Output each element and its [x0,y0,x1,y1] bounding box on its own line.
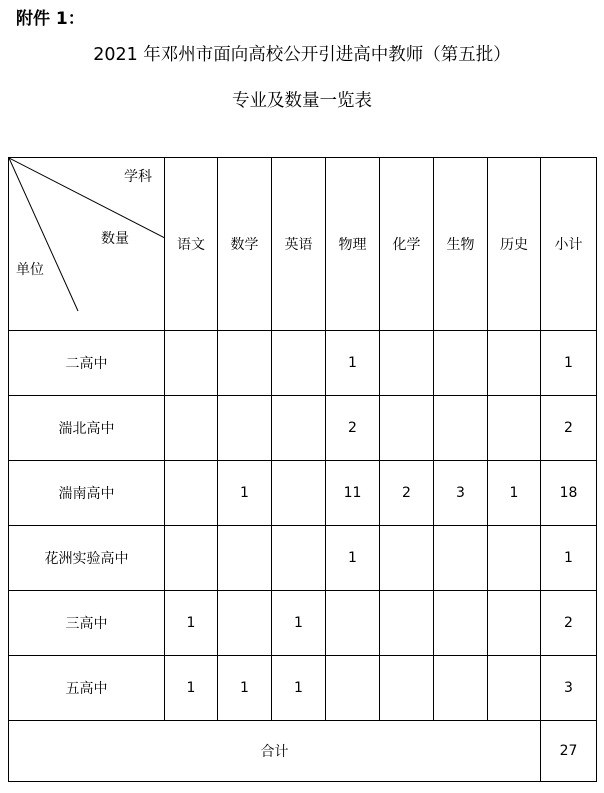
column-header-math: 数学 [218,158,272,331]
table-cell [380,656,434,721]
table-cell: 1 [488,461,541,526]
row-subtotal-cell: 18 [541,461,597,526]
table-cell [488,591,541,656]
row-unit-name: 三高中 [9,591,165,656]
total-row [9,721,597,782]
table-cell: 1 [165,656,218,721]
document-title: 2021 年邓州市面向高校公开引进高中教师（第五批） [93,45,511,65]
unit-axis-label: 单位 [16,262,44,278]
row-subtotal-cell: 1 [541,526,597,591]
table-cell [165,526,218,591]
table-row [9,591,597,656]
table-cell [380,526,434,591]
table-cell [326,591,380,656]
table-cell: 3 [434,461,488,526]
table-cell [434,656,488,721]
table-cell [434,331,488,396]
header-row [9,158,597,331]
attachment-label: 附件 1： [16,9,85,29]
column-header-physics: 物理 [326,158,380,331]
table-cell [218,526,272,591]
row-unit-name: 湍南高中 [9,461,165,526]
column-header-subtotal: 小计 [541,158,597,331]
table-row [9,461,597,526]
table-cell [272,526,326,591]
table-row [9,526,597,591]
table-cell [165,331,218,396]
table-cell: 2 [380,461,434,526]
row-subtotal-cell: 2 [541,396,597,461]
table-row [9,331,597,396]
document-subtitle: 专业及数量一览表 [232,91,372,111]
table-cell [434,396,488,461]
column-header-chinese: 语文 [165,158,218,331]
table-cell: 2 [326,396,380,461]
table-cell: 1 [326,526,380,591]
table-cell [272,396,326,461]
table-cell [488,526,541,591]
diagonal-header-cell [9,158,165,331]
table-cell: 1 [272,591,326,656]
table-cell: 1 [326,331,380,396]
positions-table [8,157,597,782]
table-cell [218,396,272,461]
table-cell [165,461,218,526]
table-cell [218,331,272,396]
table-cell: 1 [272,656,326,721]
row-subtotal-cell: 1 [541,331,597,396]
table-cell [380,591,434,656]
column-header-history: 历史 [488,158,541,331]
table-cell [488,331,541,396]
table-cell [434,526,488,591]
count-axis-label: 数量 [101,231,129,247]
table-cell [165,396,218,461]
table-cell: 11 [326,461,380,526]
table-row [9,656,597,721]
table-cell [272,331,326,396]
table-cell [488,396,541,461]
row-unit-name: 五高中 [9,656,165,721]
table-row [9,396,597,461]
table-cell: 1 [218,461,272,526]
total-value: 27 [541,721,597,782]
table-cell [488,656,541,721]
column-header-english: 英语 [272,158,326,331]
column-header-biology: 生物 [434,158,488,331]
row-subtotal-cell: 3 [541,656,597,721]
table-cell [434,591,488,656]
table-cell [380,396,434,461]
column-header-chemistry: 化学 [380,158,434,331]
table-cell [326,656,380,721]
table-cell: 1 [165,591,218,656]
subject-axis-label: 学科 [124,169,152,185]
row-unit-name: 花洲实验高中 [9,526,165,591]
row-subtotal-cell: 2 [541,591,597,656]
table-cell [272,461,326,526]
table-cell [218,591,272,656]
table-cell [380,331,434,396]
table-cell: 1 [218,656,272,721]
total-label: 合计 [9,721,541,782]
row-unit-name: 二高中 [9,331,165,396]
row-unit-name: 湍北高中 [9,396,165,461]
